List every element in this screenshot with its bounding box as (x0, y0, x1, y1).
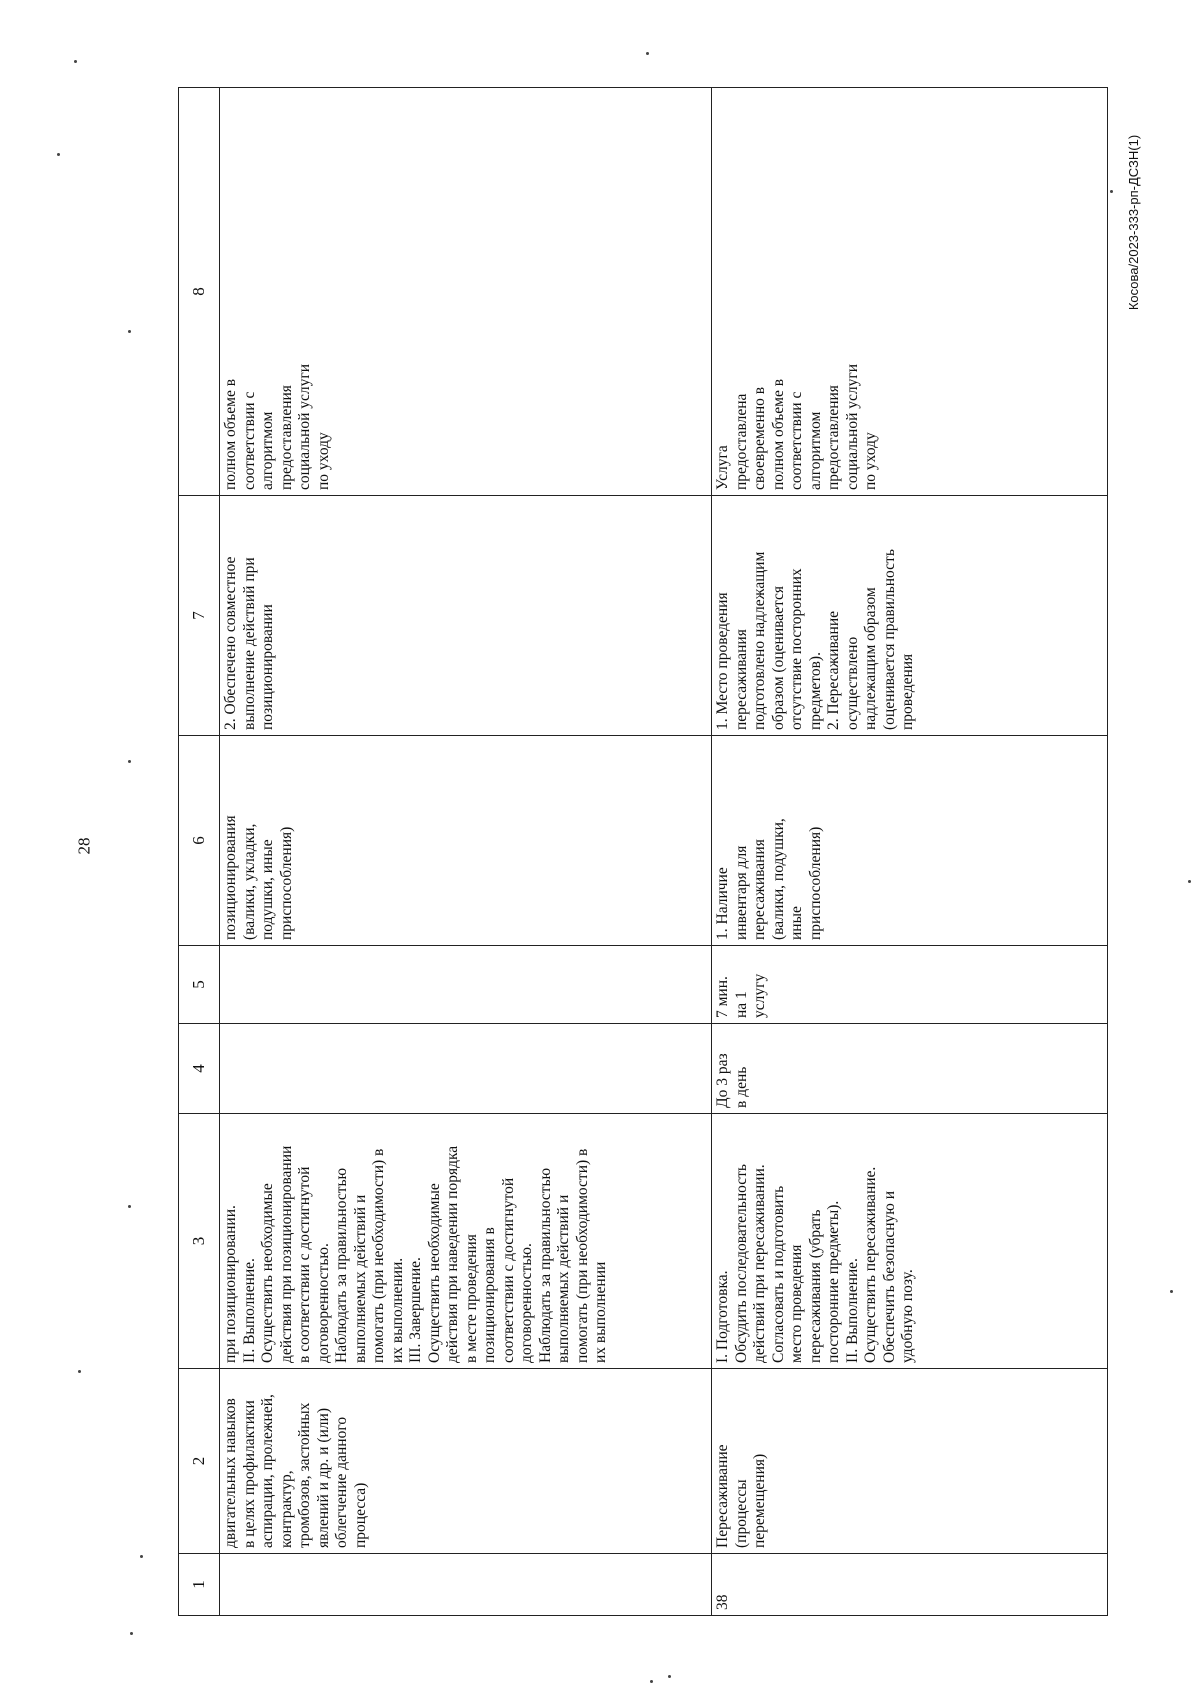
row1-frequency (220, 1024, 712, 1114)
row2-frequency (712, 1024, 1108, 1114)
cell-text-line: договоренностью. (314, 1243, 332, 1363)
cell-text-line: инвентаря для (732, 845, 750, 940)
row2-procedure (712, 1114, 1108, 1369)
row1-duration (220, 946, 712, 1024)
cell-text-line: соответствии с (788, 391, 805, 490)
document-code: Косова/2023-333-рп-ДСЗН(1) (1126, 134, 1142, 311)
cell-text-line: 2. Пересаживание (825, 610, 842, 730)
cell-text-line: (валики, укладки, (240, 823, 258, 940)
cell-text-line: действия при позиционировании (277, 1145, 295, 1363)
cell-text-line: 7 мин. (714, 976, 731, 1018)
row2-equipment (712, 736, 1108, 946)
header-cell-2: 2 (179, 1369, 220, 1554)
cell-text-line: позиционирования (222, 815, 239, 940)
cell-text-line: услугу (751, 973, 768, 1018)
cell-text-line: в целях профилактики (240, 1400, 258, 1548)
cell-text-line: по уходу (862, 432, 879, 490)
cell-text-line: облегчение данного (333, 1416, 350, 1548)
cell-text-line: явлений и др. и (или) (314, 1408, 332, 1548)
cell-text-line: действий при пересаживании. (751, 1164, 768, 1363)
cell-text-line: двигательных навыков (222, 1398, 239, 1548)
table-row (220, 88, 712, 1616)
cell-text-line: приспособления) (806, 826, 824, 940)
cell-text-line: II. Выполнение. (240, 1258, 258, 1363)
cell-text-line: по уходу (314, 432, 332, 490)
cell-text-line: (оценивается правильность (880, 549, 898, 730)
row2-duration (712, 946, 1108, 1024)
cell-text-line: 1. Место проведения (714, 592, 731, 730)
cell-text-line: пересаживания (убрать (806, 1209, 824, 1363)
cell-text-line: подушки, иные (259, 839, 276, 940)
row1-number (220, 1554, 712, 1616)
cell-text-line: соответствии с достигнутой (499, 1177, 517, 1363)
cell-text-line: удобную позу. (899, 1269, 916, 1363)
cell-text-line: образом (оценивается (769, 586, 787, 730)
row1-quality-criteria (220, 496, 712, 736)
cell-text-line: место проведения (788, 1244, 805, 1363)
cell-text-line: пересаживания (732, 629, 750, 730)
row1-result (220, 88, 712, 496)
cell-text-line: 1. Наличие (714, 867, 731, 940)
cell-text-line: Наблюдать за правильностью (333, 1167, 350, 1363)
cell-text-line: подготовлено надлежащим (751, 551, 768, 730)
cell-text-line: проведения (899, 653, 916, 730)
cell-text-line: своевременно в (751, 386, 768, 490)
cell-text-line: алгоритмом (259, 411, 276, 490)
cell-text-line: договоренностью. (518, 1243, 535, 1363)
cell-text-line: Осуществить необходимые (259, 1183, 276, 1363)
cell-text-line: в соответствии с достигнутой (296, 1166, 313, 1363)
cell-text-line: при позиционировании. (222, 1205, 239, 1363)
cell-text-line: алгоритмом (806, 411, 824, 490)
header-cell-8: 8 (179, 88, 220, 496)
cell-text-line: Обеспечить безопасную и (880, 1191, 898, 1363)
table-row (712, 88, 1108, 1616)
cell-text-line: на 1 (732, 991, 750, 1018)
page-number: 28 (74, 837, 94, 855)
cell-text-line: позиционировании (259, 604, 276, 730)
cell-text-line: выполняемых действий и (555, 1194, 572, 1363)
row2-service-name (712, 1369, 1108, 1554)
cell-text-line: их выполнении. (388, 1257, 406, 1363)
cell-text-line: выполнение действий при (240, 557, 258, 730)
row2-quality-criteria (712, 496, 1108, 736)
cell-text-line: надлежащим образом (862, 587, 879, 730)
cell-text-line: выполняемых действий и (351, 1194, 369, 1363)
header-cell-6: 6 (179, 736, 220, 946)
cell-text-line: тромбозов, застойных (296, 1402, 313, 1548)
header-cell-4: 4 (179, 1024, 220, 1114)
cell-text-line: полном объеме в (769, 378, 787, 490)
header-cell-1: 1 (179, 1554, 220, 1616)
cell-text-line: осуществлено (843, 636, 861, 730)
cell-text-line: в день (732, 1066, 750, 1108)
cell-text-line: иные (788, 906, 805, 940)
row2-result (712, 88, 1108, 496)
header-cell-3: 3 (179, 1114, 220, 1369)
cell-text-line: предоставления (277, 385, 295, 490)
cell-text-line: помогать (при необходимости) в (370, 1148, 387, 1363)
row1-service-name (220, 1369, 712, 1554)
cell-text-line: действия при наведении порядка (444, 1145, 461, 1363)
cell-text-line: социальной услуги (843, 363, 861, 490)
cell-text-line: их выполнении (592, 1261, 609, 1363)
cell-text-line: Наблюдать за правильностью (536, 1167, 554, 1363)
cell-text-line: (валики, подушки, (769, 818, 787, 940)
cell-text-line: социальной услуги (296, 363, 313, 490)
row1-procedure (220, 1114, 712, 1369)
cell-text-line: Услуга (714, 445, 731, 490)
cell-text-line: Осуществить пересаживание. (862, 1166, 879, 1363)
cell-text-line: Пересаживание (714, 1444, 731, 1548)
services-table (178, 87, 1108, 1616)
cell-text-line: в месте проведения (462, 1234, 480, 1363)
cell-text-line: пересаживания (751, 839, 768, 940)
cell-text-line: процесса) (351, 1482, 369, 1548)
row2-number: 38 (712, 1554, 1108, 1616)
cell-text-line: (процессы (732, 1479, 750, 1548)
cell-text-line: предметов). (806, 652, 824, 730)
cell-text-line: Осуществить необходимые (425, 1183, 443, 1363)
row1-equipment (220, 736, 712, 946)
cell-text-line: предоставления (825, 385, 842, 490)
cell-text-line: 2. Обеспечено совместное (222, 556, 239, 730)
header-row (179, 88, 220, 1616)
cell-text-line: предоставлена (732, 393, 750, 490)
cell-text-line: перемещения) (751, 1453, 768, 1548)
cell-text-line: Согласовать и подготовить (769, 1185, 787, 1363)
rotated-table-container (178, 88, 1108, 1616)
cell-text-line: полном объеме в (222, 378, 239, 490)
cell-text-line: отсутствие посторонних (788, 568, 805, 730)
cell-text-line: I. Подготовка. (714, 1270, 731, 1363)
cell-text-line: аспирации, пролежней, (259, 1394, 276, 1548)
cell-text-line: соответствии с (240, 391, 258, 490)
cell-text-line: До 3 раз (714, 1053, 731, 1108)
header-cell-7: 7 (179, 496, 220, 736)
cell-text-line: II. Выполнение. (843, 1258, 861, 1363)
header-cell-5: 5 (179, 946, 220, 1024)
cell-text-line: III. Завершение. (407, 1257, 424, 1363)
cell-text-line: помогать (при необходимости) в (573, 1148, 591, 1363)
cell-text-line: Обсудить последовательность (732, 1164, 750, 1363)
cell-text-line: позиционирования в (481, 1227, 498, 1363)
cell-text-line: приспособления) (277, 826, 295, 940)
cell-text-line: посторонние предметы). (825, 1200, 842, 1363)
cell-text-line: контрактур, (277, 1470, 295, 1548)
